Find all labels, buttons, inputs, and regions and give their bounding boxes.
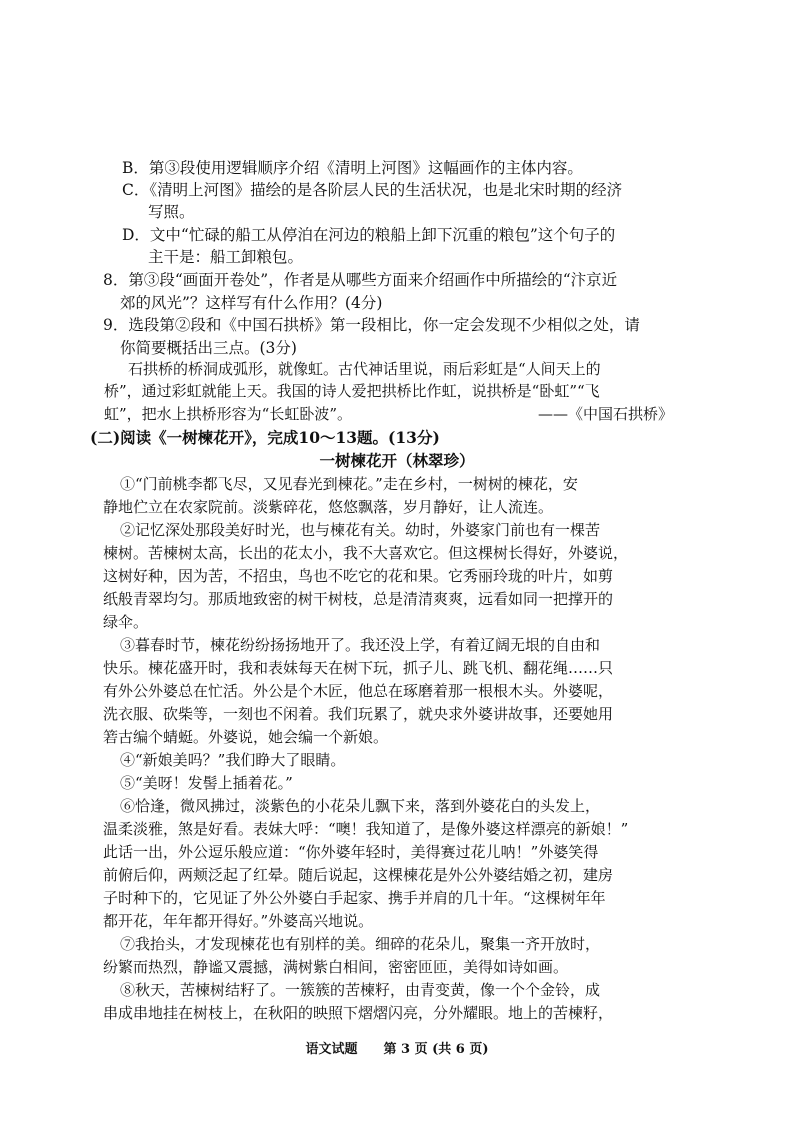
article-line: 前俯后仰，两颊泛起了红晕。随后说起，这棵楝花是外公外婆结婚之初，建房 <box>103 866 614 884</box>
quote-source: ——《中国石拱桥》 <box>538 405 674 423</box>
option-d: D．文中“忙碌的船工从停泊在河边的粮船上卸下沉重的粮包”这个句子的 <box>122 226 616 244</box>
quote-line: 桥”，通过彩虹就能上天。我国的诗人爱把拱桥比作虹，说拱桥是“卧虹”“飞 <box>104 382 600 400</box>
article-line: 快乐。楝花盛开时，我和表妹每天在树下玩，抓子儿、跳飞机、翻花绳……只 <box>103 659 614 677</box>
article-line: 温柔淡雅，煞是好看。表妹大呼：“噢！我知道了，是像外婆这样漂亮的新娘！” <box>103 820 629 838</box>
page-footer: 语文试题 第 3 页 (共 6 页) <box>305 1042 489 1057</box>
article-line: 箬古编个蜻蜓。外婆说，她会编一个新娘。 <box>103 728 389 746</box>
article-line: 有外公外婆总在忙活。外公是个木匠，他总在琢磨着那一根根木头。外婆呢， <box>103 682 614 700</box>
article-line: 都开花，年年都开得好。”外婆高兴地说。 <box>103 912 374 930</box>
article-line: ⑤“美呀！发髻上插着花。” <box>120 774 293 792</box>
article-line: 洗衣服、砍柴等，一刻也不闲着。我们玩累了，就央求外婆讲故事，还要她用 <box>103 705 614 723</box>
question-8: 8．第③段“画面开卷处”，作者是从哪些方面来介绍画作中所描绘的“汴京近 <box>103 271 618 289</box>
article-line: 串成串地挂在树枝上，在秋阳的映照下熠熠闪亮，分外耀眼。地上的苦楝籽， <box>103 1004 614 1022</box>
article-line: 纷繁而热烈，静谧又震撼，满树紫白相间，密密匝匝，美得如诗如画。 <box>103 958 569 976</box>
quote-line: 虹”，把水上拱桥形容为“长虹卧波”。 <box>104 405 353 423</box>
question-9: 9．选段第②段和《中国石拱桥》第一段相比，你一定会发现不少相似之处，请 <box>103 316 640 334</box>
article-line: 绿伞。 <box>103 613 149 631</box>
question-9-continued: 你简要概括出三点。(3分) <box>120 339 297 357</box>
question-8-continued: 郊的风光”？这样写有什么作用？(4分) <box>120 294 383 312</box>
option-b: B．第③段使用逻辑顺序介绍《清明上河图》这幅画作的主体内容。 <box>122 159 583 177</box>
article-line: 静地伫立在农家院前。淡紫碎花，悠悠飘落，岁月静好，让人流连。 <box>103 498 554 516</box>
article-line: 这树好种，因为苦，不招虫，鸟也不吃它的花和果。它秀丽玲珑的叶片，如剪 <box>103 567 614 585</box>
option-d-continued: 主干是：船工卸粮包。 <box>148 248 304 266</box>
article-line: ④“新娘美吗？”我们睁大了眼睛。 <box>120 751 346 769</box>
option-c-continued: 写照。 <box>148 203 195 221</box>
article-line: 纸般青翠均匀。那质地致密的树干树枝，总是清清爽爽，远看如同一把撑开的 <box>103 590 614 608</box>
article-line: ③暮春时节，楝花纷纷扬扬地开了。我还没上学，有着辽阔无垠的自由和 <box>120 636 601 654</box>
article-line: ②记忆深处那段美好时光，也与楝花有关。幼时，外婆家门前也有一棵苦 <box>120 521 601 539</box>
article-line: 楝树。苦楝树太高，长出的花太小，我不大喜欢它。但这棵树长得好，外婆说， <box>103 544 629 562</box>
article-line: 此话一出，外公逗乐般应道：“你外婆年轻时，美得赛过花儿呐！”外婆笑得 <box>103 843 599 861</box>
article-title: 一树楝花开（林翠珍） <box>319 451 475 470</box>
article-line: ⑧秋天，苦楝树结籽了。一簇簇的苦楝籽，由青变黄，像一个个金铃，成 <box>120 981 601 999</box>
section-heading: (二)阅读《一树楝花开》，完成10～13题。(13分) <box>90 428 440 447</box>
quote-line: 石拱桥的桥洞成弧形，就像虹。古代神话里说，雨后彩虹是“人间天上的 <box>128 360 601 378</box>
article-line: ⑦我抬头，才发现楝花也有别样的美。细碎的花朵儿，聚集一齐开放时， <box>120 935 601 953</box>
article-line: ⑥恰逢，微风拂过，淡紫色的小花朵儿飘下来，落到外婆花白的头发上， <box>120 797 601 815</box>
option-c: C．《清明上河图》描绘的是各阶层人民的生活状况，也是北宋时期的经济 <box>122 181 623 199</box>
article-line: ①“门前桃李都飞尽，又见春光到楝花。”走在乡村，一树树的楝花，安 <box>120 475 578 493</box>
article-line: 子时种下的，它见证了外公外婆白手起家、携手并肩的几十年。“这棵树年年 <box>103 889 606 907</box>
